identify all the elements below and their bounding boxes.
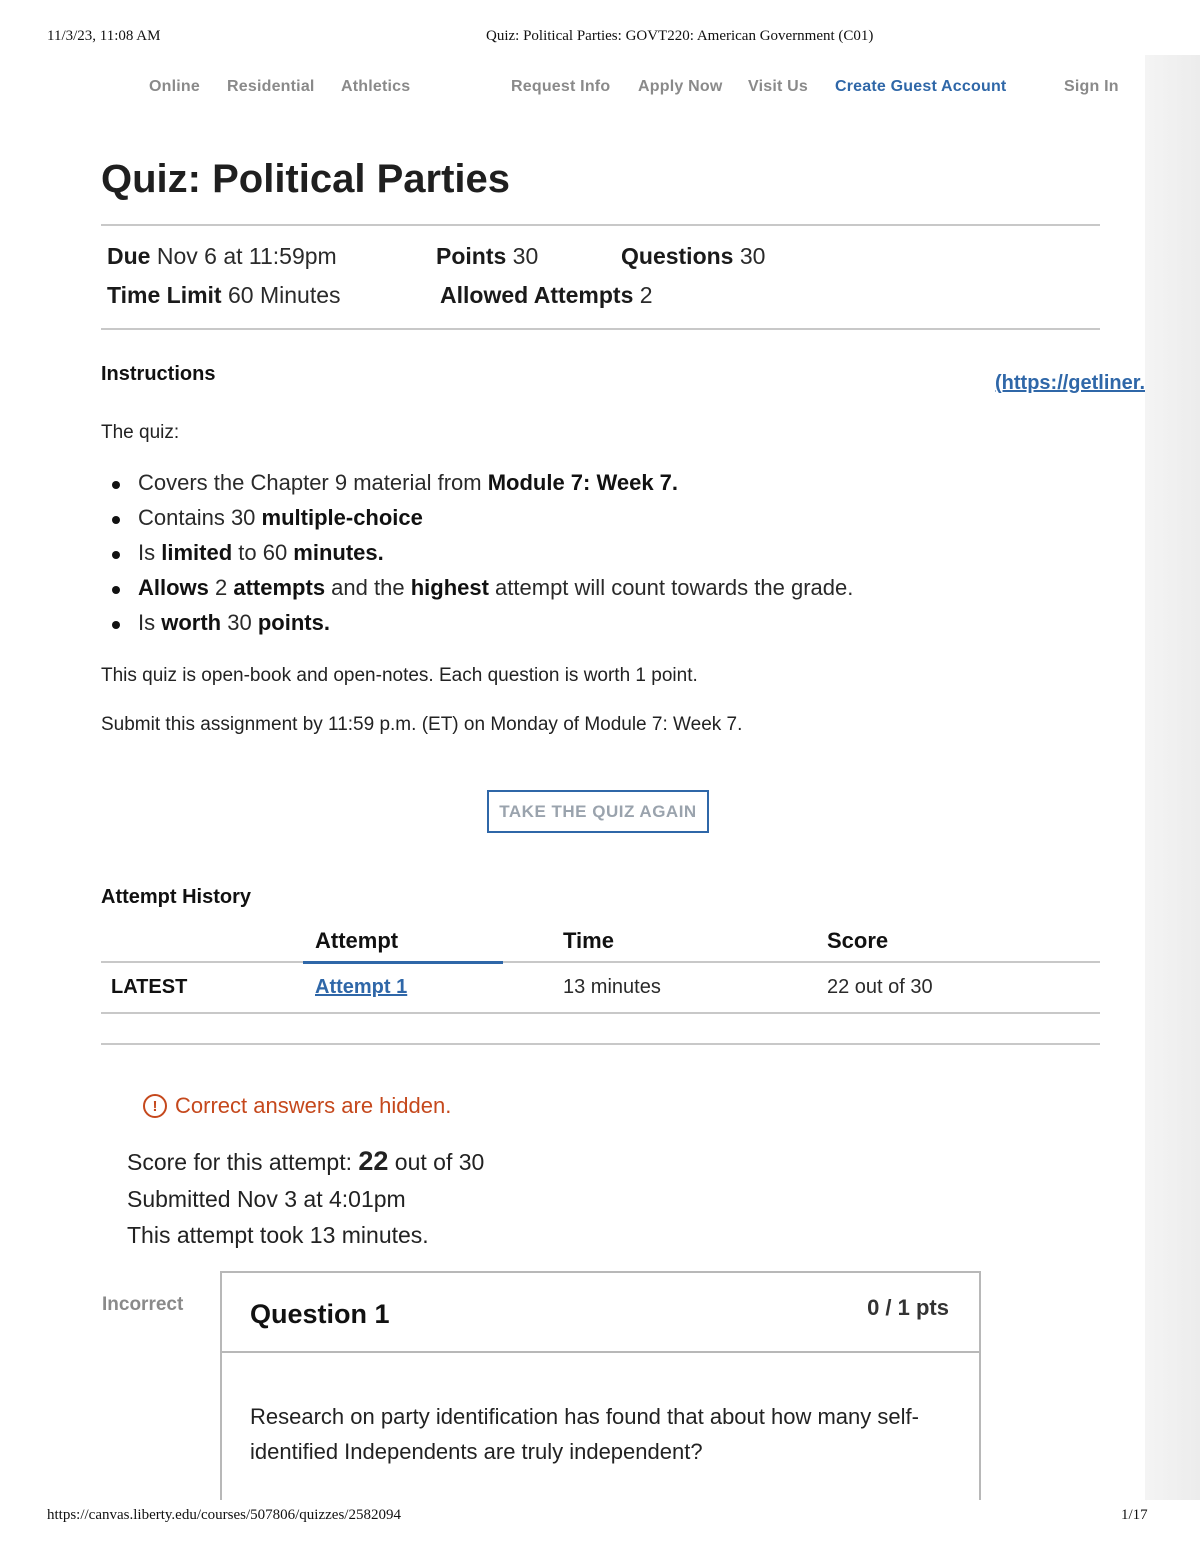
attempts-label: Allowed Attempts xyxy=(440,282,634,308)
latest-tag: LATEST xyxy=(111,976,188,998)
quiz-points xyxy=(436,243,538,270)
print-page-number: 1/17 xyxy=(1121,1507,1148,1523)
score-total: out of 30 xyxy=(388,1149,485,1175)
attempt-score: 22 out of 30 xyxy=(827,976,933,998)
column-header-score: Score xyxy=(827,928,889,953)
page-side-shadow xyxy=(1145,55,1200,1500)
answers-hidden-warning xyxy=(143,1093,451,1119)
question-points: 0 / 1 pts xyxy=(867,1295,949,1320)
due-label: Due xyxy=(107,243,151,269)
answer-status-badge: Incorrect xyxy=(102,1294,184,1315)
instructions-heading: Instructions xyxy=(101,363,216,385)
page-title: Quiz: Political Parties xyxy=(101,157,511,201)
nav-sign-in[interactable]: Sign In xyxy=(1064,78,1119,95)
divider xyxy=(101,1012,1100,1014)
nav-visit-us[interactable]: Visit Us xyxy=(748,78,808,95)
instructions-list xyxy=(110,470,853,645)
divider xyxy=(101,224,1100,226)
table-header-divider xyxy=(101,961,1100,963)
warning-text: Correct answers are hidden. xyxy=(175,1093,452,1118)
score-summary xyxy=(127,1146,484,1177)
question-card xyxy=(220,1271,981,1500)
nav-online[interactable]: Online xyxy=(149,78,200,95)
nav-request-info[interactable]: Request Info xyxy=(511,78,611,95)
quiz-time-limit xyxy=(107,282,341,309)
points-label: Points xyxy=(436,243,507,269)
list-item: Contains 30 multiple-choice xyxy=(110,505,853,540)
nav-athletics[interactable]: Athletics xyxy=(341,78,411,95)
print-datetime: 11/3/23, 11:08 AM xyxy=(47,28,161,44)
attempt-link[interactable]: Attempt 1 xyxy=(315,976,408,998)
attempts-value: 2 xyxy=(639,282,653,308)
instructions-intro: The quiz: xyxy=(101,422,180,443)
column-header-attempt: Attempt xyxy=(315,928,399,953)
time-limit-value: 60 Minutes xyxy=(228,282,341,308)
quiz-allowed-attempts xyxy=(440,282,653,309)
divider xyxy=(101,328,1100,330)
question-text: Research on party identification has found that about how many self-identified Independents are truly independent? xyxy=(250,1404,919,1464)
external-link[interactable]: (https://getliner. xyxy=(995,372,1145,394)
attempt-time: 13 minutes xyxy=(563,976,661,998)
due-value: Nov 6 at 11:59pm xyxy=(156,243,337,269)
instructions-note: This quiz is open-book and open-notes. Each question is worth 1 point. xyxy=(101,665,698,686)
submitted-time: Submitted Nov 3 at 4:01pm xyxy=(127,1186,406,1212)
nav-residential[interactable]: Residential xyxy=(227,78,315,95)
list-item: Is limited to 60 minutes. xyxy=(110,540,853,575)
print-url: https://canvas.liberty.edu/courses/507806/quizzes/2582094 xyxy=(47,1507,401,1523)
questions-label: Questions xyxy=(621,243,734,269)
active-column-indicator xyxy=(303,961,503,964)
points-value: 30 xyxy=(512,243,539,269)
divider xyxy=(101,1043,1100,1045)
attempt-duration: This attempt took 13 minutes. xyxy=(127,1222,429,1248)
time-limit-label: Time Limit xyxy=(107,282,222,308)
question-title: Question 1 xyxy=(250,1299,390,1329)
attempt-history-heading: Attempt History xyxy=(101,886,252,908)
score-value: 22 xyxy=(358,1146,389,1176)
take-quiz-again-button[interactable]: TAKE THE QUIZ AGAIN xyxy=(487,790,709,833)
question-header xyxy=(222,1273,979,1353)
instructions-deadline: Submit this assignment by 11:59 p.m. (ET) on Monday of Module 7: Week 7. xyxy=(101,714,743,735)
quiz-questions xyxy=(621,243,765,270)
warning-icon: ! xyxy=(143,1094,167,1118)
column-header-time: Time xyxy=(563,928,614,953)
list-item: Allows 2 attempts and the highest attempt will count towards the grade. xyxy=(110,575,853,610)
print-page-title: Quiz: Political Parties: GOVT220: American Government (C01) xyxy=(486,28,874,44)
questions-value: 30 xyxy=(739,243,766,269)
score-label: Score for this attempt: xyxy=(127,1149,359,1175)
nav-create-guest-account[interactable]: Create Guest Account xyxy=(835,78,1007,95)
list-item: Is worth 30 points. xyxy=(110,610,853,645)
list-item: Covers the Chapter 9 material from Module 7: Week 7. xyxy=(110,470,853,505)
nav-apply-now[interactable]: Apply Now xyxy=(638,78,723,95)
quiz-due xyxy=(107,243,337,270)
